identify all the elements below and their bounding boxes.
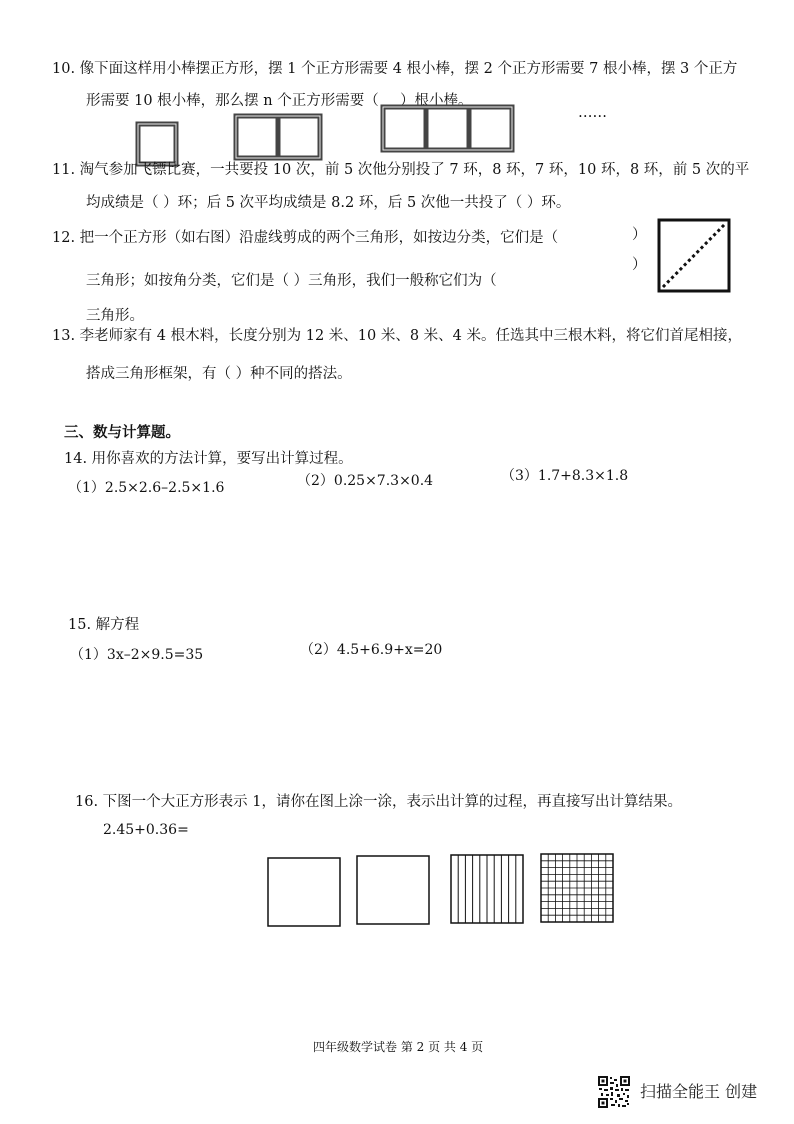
section-3-heading: 三、数与计算题。 bbox=[64, 424, 180, 441]
q12-line3: 三角形。 bbox=[86, 308, 144, 324]
q14-prompt: 14. 用你喜欢的方法计算，要写出计算过程。 bbox=[64, 451, 353, 467]
q15-item-2: （2）4.5+6.9+x=20 bbox=[300, 642, 443, 658]
q12-line1: 12. 把一个正方形（如右图）沿虚线剪成的两个三角形，如按边分类，它们是（ bbox=[52, 230, 559, 246]
q16-prompt: 16. 下图一个大正方形表示 1，请你在图上涂一涂，表示出计算的过程，再直接写出计算结果。 bbox=[75, 794, 682, 810]
q13-line1: 13. 李老师家有 4 根木料，长度分别为 12 米、10 米、8 米、4 米。任选其中三根木料，将它们首尾相接， bbox=[52, 328, 743, 344]
unit-square-2 bbox=[357, 856, 429, 924]
q11-line1: 11. 淘气参加飞镖比赛，一共要投 10 次，前 5 次他分别投了 7 环，8 环，7 环，10 环，8 环，前 5 次的平 bbox=[52, 162, 750, 178]
q12-paren1: ） bbox=[632, 227, 647, 243]
page-footer: 四年级数学试卷 第 2 页 共 4 页 bbox=[313, 1040, 484, 1054]
q11-line2: 均成绩是（ ）环；后 5 次平均成绩是 8.2 环，后 5 次他一共投了（ ）环。 bbox=[86, 195, 571, 211]
q10-line2-b: ）根小棒。 bbox=[400, 93, 473, 109]
q12-paren2: ） bbox=[632, 257, 647, 273]
qr-code-icon bbox=[597, 1075, 631, 1109]
scanner-watermark-label: 扫描全能王 创建 bbox=[640, 1082, 758, 1101]
q10-ellipsis: …… bbox=[578, 105, 607, 121]
q16-expression: 2.45+0.36= bbox=[103, 822, 189, 838]
q14-item-2: （2）0.25×7.3×0.4 bbox=[297, 473, 434, 489]
unit-square-1 bbox=[268, 858, 340, 926]
q13-line2: 搭成三角形框架，有（ ）种不同的搭法。 bbox=[86, 366, 352, 382]
q12-line2: 三角形；如按角分类，它们是（ ）三角形，我们一般称它们为（ bbox=[86, 273, 497, 289]
q14-item-3: （3）1.7+8.3×1.8 bbox=[501, 468, 629, 484]
q10-line1: 10. 像下面这样用小棒摆正方形，摆 1 个正方形需要 4 根小棒，摆 2 个正方形需要 7 根小棒，摆 3 个正方 bbox=[52, 61, 738, 77]
q10-line2-a: 形需要 10 根小棒，那么摆 n 个正方形需要（ bbox=[86, 93, 379, 109]
q15-item-1: （1）3x–2×9.5=35 bbox=[70, 647, 204, 663]
q14-item-1: （1）2.5×2.6–2.5×1.6 bbox=[68, 480, 225, 496]
q15-prompt: 15. 解方程 bbox=[68, 617, 140, 633]
